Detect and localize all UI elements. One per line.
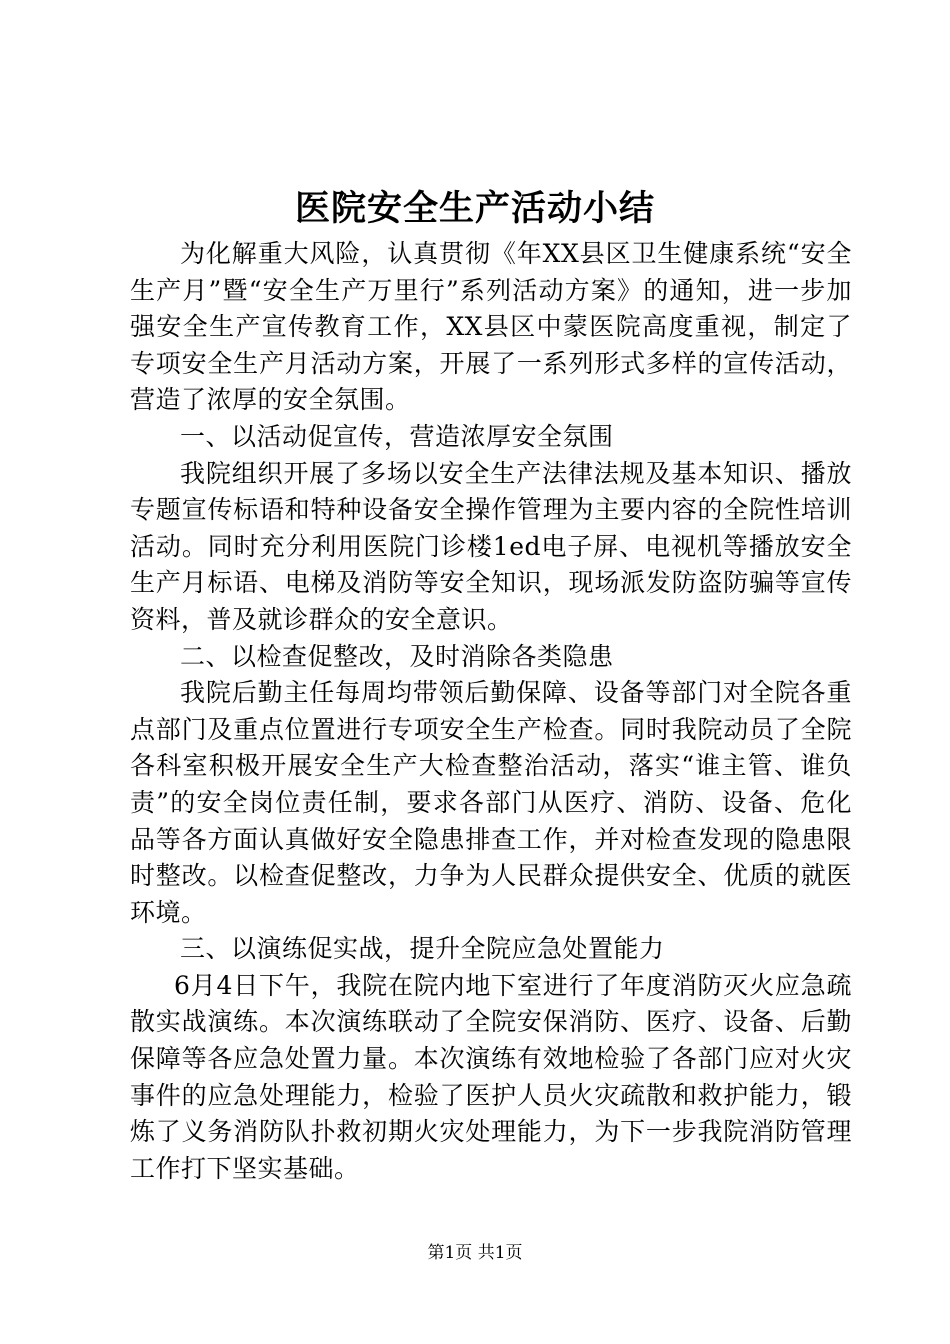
section-body-3: 6月4日下午，我院在院内地下室进行了年度消防灭火应急疏散实战演练。本次演练联动了全院安保消防、医疗、设备、后勤保障等各应急处置力量。本次演练有效地检验了各部门应对火灾事件的应急处理能力，检验了医护人员火灾疏散和救护能力，锻炼了义务消防队扑救初期火灾处理能力，为下一步我院消防管理工作打下坚实基础。	[130, 970, 852, 1183]
document-body	[130, 236, 852, 1187]
page-footer: 第1页 共1页	[427, 1243, 523, 1263]
section-body-1: 我院组织开展了多场以安全生产法律法规及基本知识、播放专题宣传标语和特种设备安全操作管理为主要内容的全院性培训活动。同时充分利用医院门诊楼1ed电子屏、电视机等播放安全生产月标语、电梯及消防等安全知识，现场派发防盗防骗等宣传资料，普及就诊群众的安全意识。	[130, 458, 852, 634]
section-heading-3: 三、以演练促实战，提升全院应急处置能力	[180, 934, 665, 964]
section-heading-1: 一、以活动促宣传，营造浓厚安全氛围	[180, 421, 614, 451]
document-title: 医院安全生产活动小结	[294, 188, 655, 229]
section-heading-2: 二、以检查促整改，及时消除各类隐患	[180, 641, 614, 671]
intro-paragraph: 为化解重大风险，认真贯彻《年XX县区卫生健康系统“安全生产月”暨“安全生产万里行”系列活动方案》的通知，进一步加强安全生产宣传教育工作，XX县区中蒙医院高度重视，制定了专项安全生产月活动方案，开展了一系列形式多样的宣传活动，营造了浓厚的安全氛围。	[130, 239, 852, 415]
section-body-2: 我院后勤主任每周均带领后勤保障、设备等部门对全院各重点部门及重点位置进行专项安全生产检查。同时我院动员了全院各科室积极开展安全生产大检查整治活动，落实“谁主管、谁负责”的安全岗位责任制，要求各部门从医疗、消防、设备、危化品等各方面认真做好安全隐患排查工作，并对检查发现的隐患限时整改。以检查促整改，力争为人民群众提供安全、优质的就医环境。	[130, 678, 852, 927]
